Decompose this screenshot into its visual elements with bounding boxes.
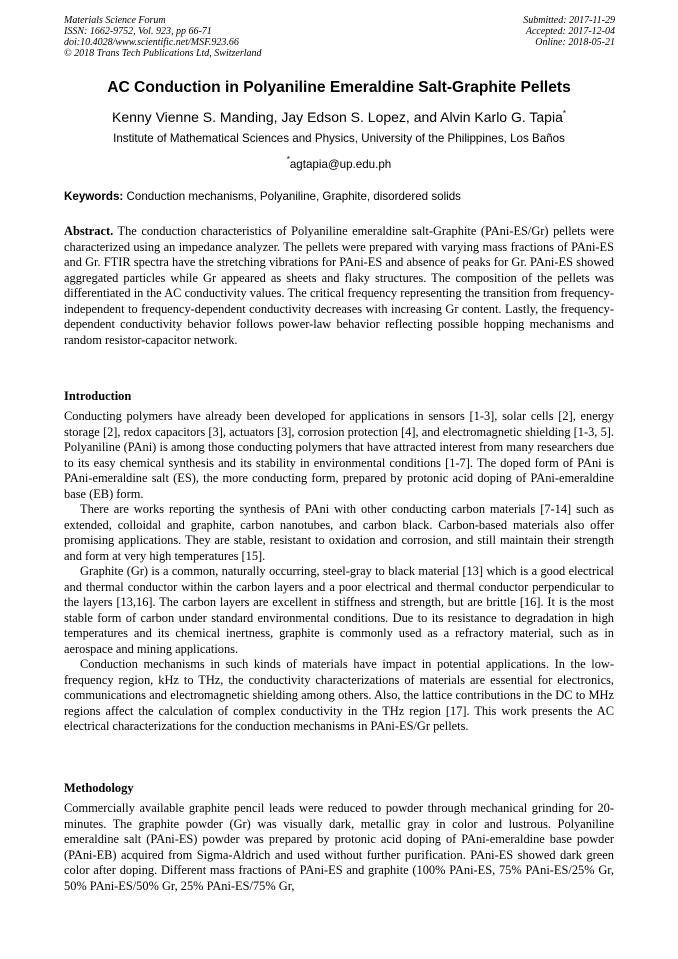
- online-date: Online: 2018-05-21: [535, 37, 615, 48]
- keywords: [64, 189, 616, 204]
- author-list: [0, 105, 678, 126]
- author-names: Kenny Vienne S. Manding, Jay Edson S. Lopez, and Alvin Karlo G. Tapia: [111, 109, 563, 125]
- email-mark: *: [286, 155, 290, 164]
- journal-header: [64, 15, 262, 59]
- copyright-line: © 2018 Trans Tech Publications Ltd, Switzerland: [64, 48, 262, 59]
- intro-paragraph-3: Graphite (Gr) is a common, naturally occurring, steel-gray to black material [13] which is a good electrical and thermal conductor within the carbon layers and a poor electrical and thermal conductor perpendicular to the layers [13,16]. The carbon layers are excellent in stiffness and strength, but are brittle [16]. It is the most stable form of carbon under standard environmental conditions. Due to its resistance to degradation in high temperatures and its chemical inertness, graphite is commonly used as a refractory material, such as in aerospace and mining applications.: [64, 564, 614, 656]
- intro-paragraph-1: Conducting polymers have already been developed for applications in sensors [1-3], solar cells [2], energy storage [2], redox capacitors [3], actuators [3], corrosion protection [4], and electromagnetic shielding [1-3, 5]. Polyaniline (PAni) is among those conducting polymers that have attracted interest from many researchers due to its easy chemical synthesis and its stability in environmental conditions [1-7]. The doped form of PAni is PAni-emeraldine salt (ES), the more conducting form, prepared by protonic acid doping of PAni-emeraldine base (EB) form.: [64, 409, 614, 501]
- methodology-section: [64, 801, 614, 894]
- introduction-heading: Introduction: [64, 389, 132, 403]
- affiliation: Institute of Mathematical Sciences and Physics, University of the Philippines, Los Baños: [113, 132, 565, 145]
- dates-header: [523, 15, 615, 48]
- abstract: [64, 224, 614, 348]
- paper-title: AC Conduction in Polyaniline Emeraldine Salt-Graphite Pellets: [107, 79, 571, 96]
- introduction-section: [64, 409, 614, 735]
- corresponding-mark: *: [562, 109, 566, 118]
- intro-paragraph-4: Conduction mechanisms in such kinds of materials have impact in potential applications. In the low-frequency region, kHz to THz, the conductivity characterizations of materials are essential for electronics, communications and electromagnetic shielding among others. Also, the lattice contributions in the DC to MHz regions affect the calculation of complex conductivity in the THz region [17]. This work presents the AC electrical characterizations for the conduction mechanisms in PAni-ES/Gr pellets.: [64, 657, 614, 733]
- abstract-text: The conduction characteristics of Polyaniline emeraldine salt-Graphite (PAni-ES/Gr) pellets were characterized using an impedance analyzer. The pellets were prepared with varying mass fractions of PAni-ES and Gr. FTIR spectra have the stretching vibrations for PAni-ES and absence of peaks for Gr. PAni-ES showed aggregated particles while Gr appeared as sheets and flaky structures. The composition of the pellets was differentiated in the AC conductivity values. The critical frequency representing the transition from frequency-independent to frequency-dependent conductivity decreases with increasing Gr content. Lastly, the frequency-dependent conductivity behavior follows power-law behavior reflecting possible hopping mechanisms and random resistor-capacitor network.: [64, 224, 615, 347]
- issn-line: ISSN: 1662-9752, Vol. 923, pp 66-71: [64, 26, 212, 37]
- doi-line: doi:10.4028/www.scientific.net/MSF.923.66: [64, 37, 239, 48]
- methodology-paragraph: Commercially available graphite pencil leads were reduced to powder through mechanical grinding for 20-minutes. The graphite powder (Gr) was visually dark, metallic gray in color and lustrous. Polyaniline emeraldine salt (PAni-ES) powder was prepared by protonic acid doping of PAni-emeraldine base powder (PAni-EB) acquired from Sigma-Aldrich and used without further purification. PAni-ES showed dark green color after doping. Different mass fractions of PAni-ES and graphite (100% PAni-ES, 75% PAni-ES/25% Gr, 50% PAni-ES/50% Gr, 25% PAni-ES/75% Gr,: [64, 801, 614, 893]
- email-address: agtapia@up.edu.ph: [289, 158, 392, 171]
- intro-paragraph-2: There are works reporting the synthesis of PAni with other conducting carbon materials [7-14] such as extended, colloidal and graphite, carbon nanotubes, and carbon black. Carbon-based materials also offer promising applications. They are stable, resistant to oxidation and corrosion, and still maintain their strength and form at very high temperatures [15].: [64, 502, 614, 563]
- contact-email: [0, 152, 678, 172]
- journal-name: Materials Science Forum: [64, 15, 166, 26]
- methodology-heading: Methodology: [64, 781, 134, 795]
- accepted-date: Accepted: 2017-12-04: [525, 26, 615, 37]
- keywords-label: Keywords:: [64, 190, 124, 203]
- submitted-date: Submitted: 2017-11-29: [523, 15, 615, 26]
- keywords-text: Conduction mechanisms, Polyaniline, Graphite, disordered solids: [126, 190, 461, 203]
- abstract-paragraph: [64, 224, 614, 348]
- abstract-label: Abstract.: [64, 224, 114, 238]
